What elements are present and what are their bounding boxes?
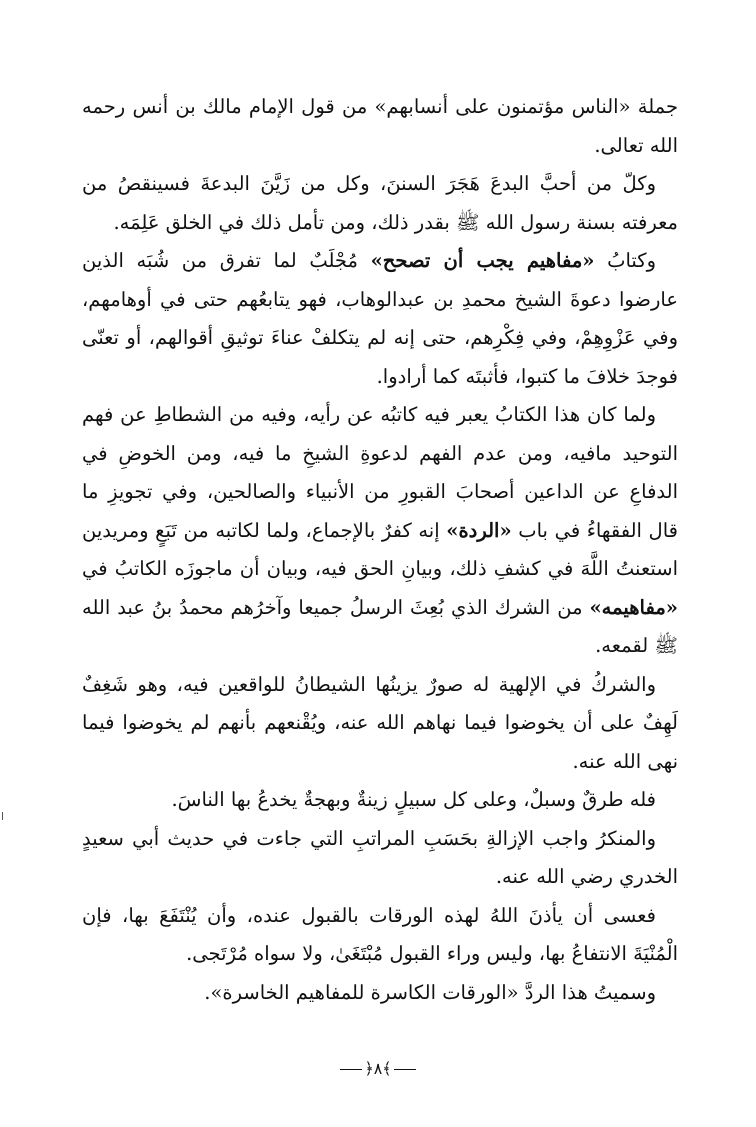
paragraph [82,781,678,820]
paragraph [82,88,678,165]
paragraph [82,396,678,666]
paragraph-text: جملة «الناس مؤتمنون على أنسابهم» من قول الإمام مالك بن أنس رحمه الله تعالى. [82,95,678,157]
paragraph [82,242,678,396]
page-number: ﴿٨﴾ [364,1059,392,1078]
paragraph-text: مُجْلَبٌ لما تفرق من شُبَه الذين عارضوا دعوةَ الشيخ محمدِ بن عبدالوهاب، فهو يتابعُهم حتى في أوهامهم، وفي عَزْوِهِمْ، وفي فِكْرِهم، حتى إنه لم يتكلفْ عناءَ توثيقِ أقوالهم، أو تعنّى فوجدَ خلافَ ما كتبوا، فأثبتَه كما أرادوا. [82,249,678,388]
bold-title-text: «مفاهيم يجب أن تصحح» [370,249,595,272]
page-footer [0,1059,756,1078]
paragraph-text: وكلّ من أحبَّ البدعَ هَجَرَ السننَ، وكل من زَيَّنَ البدعةَ فسينقصُ من معرفته بسنة رسول الله ﷺ بقدر ذلك، ومن تأمل ذلك في الخلق عَلِمَه. [82,172,678,234]
paragraph [82,165,678,242]
paragraph-text: والمنكرُ واجب الإزالةِ بحَسَبِ المراتبِ التي جاءت في حديث أبي سعيدٍ الخدري رضي الله عنه. [82,826,678,888]
paragraph [82,666,678,782]
bold-title-text: «مفاهيمه» [589,595,678,619]
paragraph-text: فله طرقٌ وسبلٌ، وعلى كل سبيلٍ زينةٌ وبهجةٌ يخدعُ بها الناسَ. [171,788,656,811]
scan-edge-mark [2,812,3,820]
paragraph-text: إنه كفرٌ بالإجماع، ولما لكاتبه من تَبَعٍ ومريدين استعنتُ اللَّهَ في كشفِ ذلك، وبيانِ الحق فيه، وبيان أن ماجوزَه الكاتبُ في [82,518,678,580]
paragraph-text: والشركُ في الإلهية له صورٌ يزينُها الشيطانُ للواقعين فيه، وهو شَغِفٌ لَهِفٌ على أن يخوضوا فيما نهاهم الله عنه، ويُقْنعهم بأنهم لم يخوضوا فيما نهى الله عنه. [82,672,678,773]
paragraph [82,974,678,1013]
paragraph-text: وكتابُ [594,249,656,272]
paragraph-text: ولما كان هذا الكتابُ يعبر فيه كاتبُه عن رأيه، وفيه من الشطاطِ عن فهم التوحيد مافيه، ومن عدم الفهم لدعوةِ الشيخِ ما فيه، ومن الخوضِ في الدفاعِ عن الداعين أصحابَ القبورِ من الأنبياء والصالحين، وفي تجويزِ ما قال الفقهاءُ في باب [82,403,678,542]
paragraph [82,897,678,974]
paragraph-text: من الشرك الذي بُعِثَ الرسلُ جميعا وآخرُهم محمدُ بنُ عبد الله ﷺ لقمعه. [82,595,678,657]
footer-dash-right [394,1069,416,1070]
page-text-body [82,88,678,1012]
footer-dash-left [340,1069,362,1070]
paragraph-text: وسميتُ هذا الردَّ «الورقات الكاسرة للمفاهيم الخاسرة». [204,980,656,1004]
paragraph-text: فعسى أن يأذنَ اللهُ لهذه الورقات بالقبول عنده، وأن يُنْتَفَعَ بها، فإن الْمُنْيَةَ الانتفاعُ بها، وليس وراء القبول مُبْتَغَىٰ، ولا سواه مُرْتَجى. [82,903,678,965]
bold-title-text: «الردة» [446,518,512,542]
paragraph [82,820,678,897]
